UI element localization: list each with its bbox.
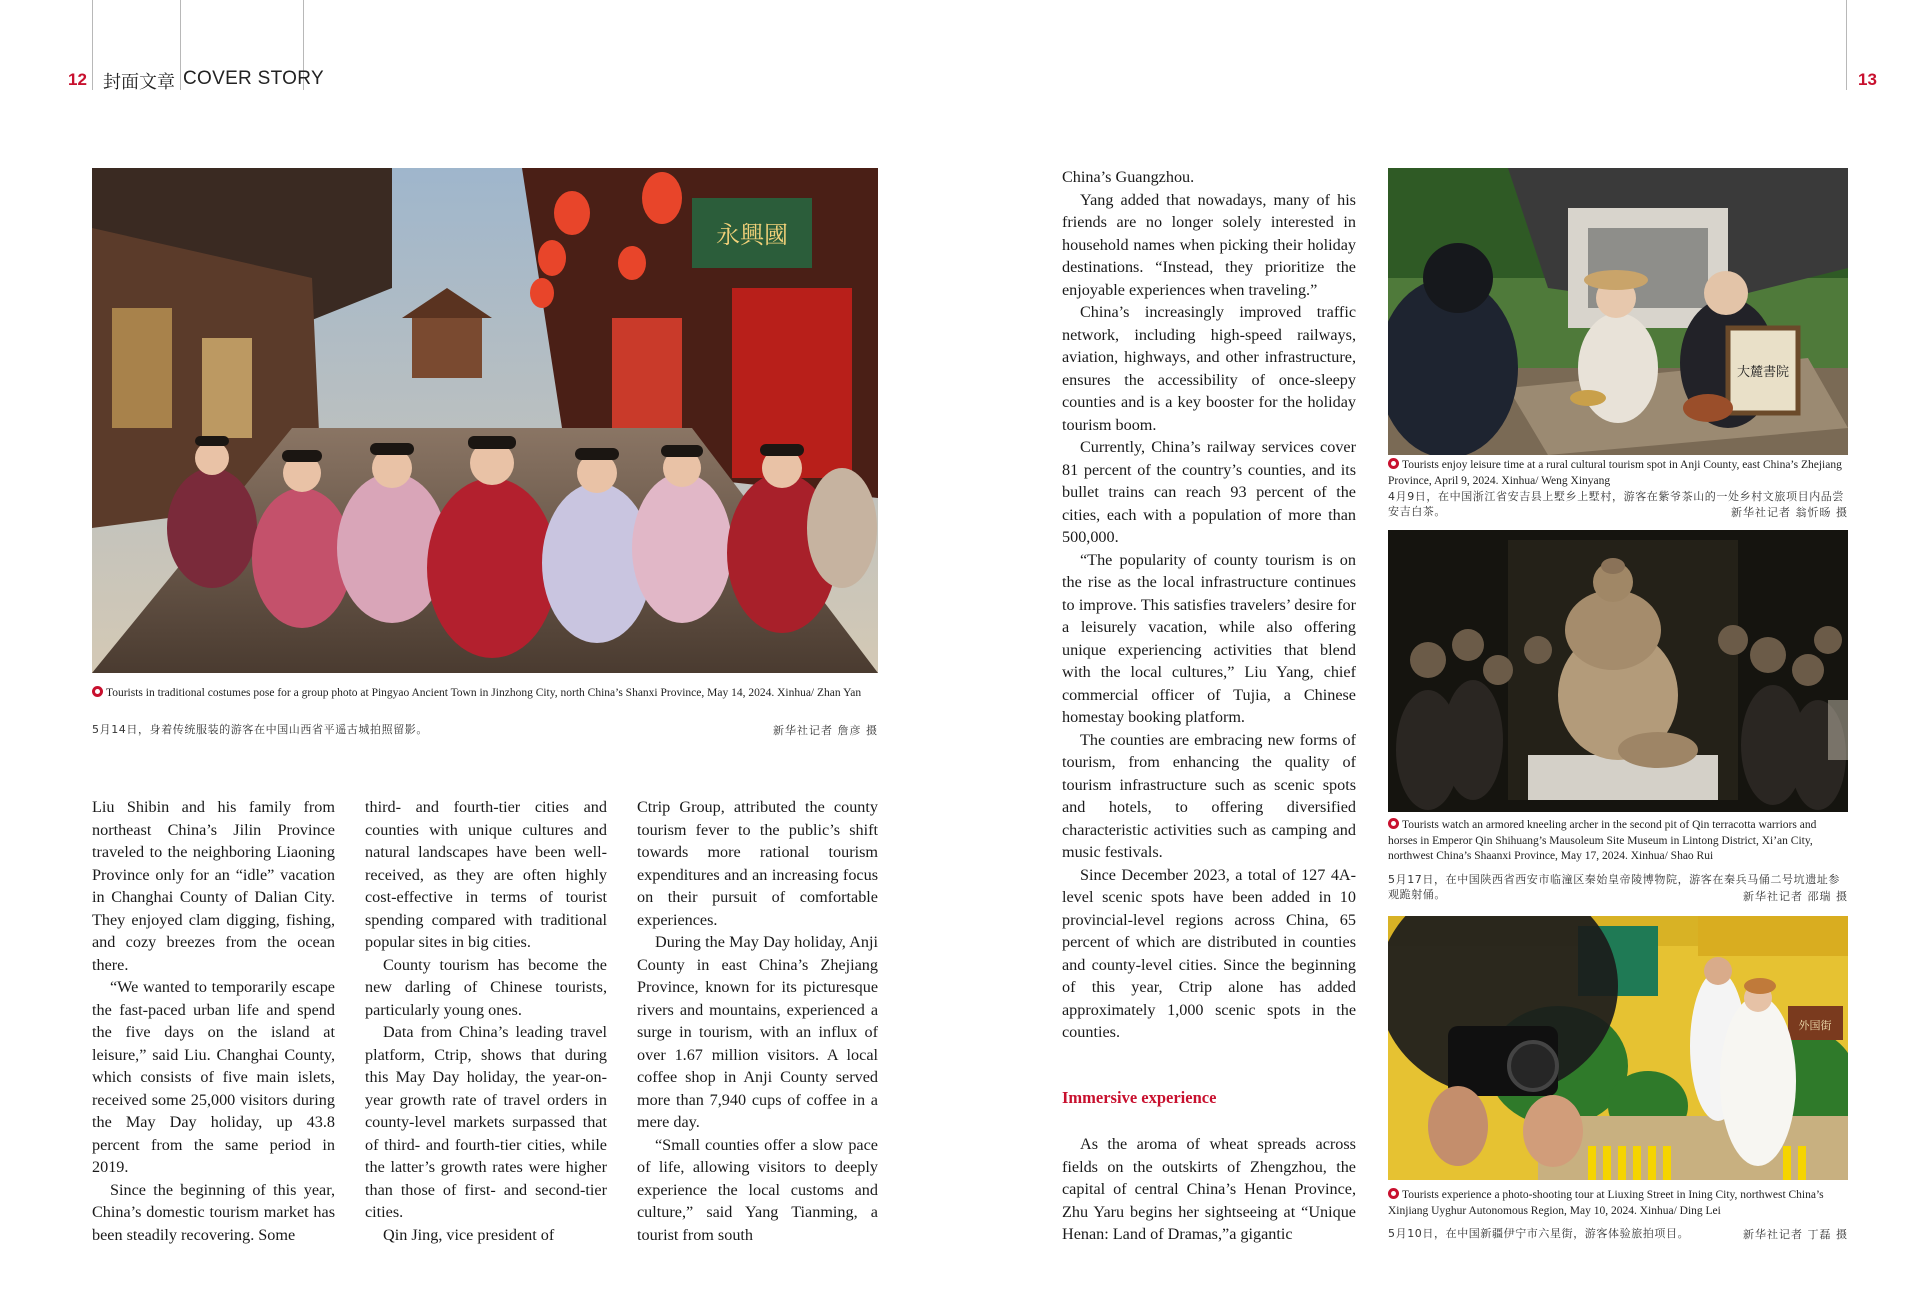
- xinhua-logo-icon: [1388, 1188, 1399, 1199]
- anji-caption-en: Tourists enjoy leisure time at a rural cultural tourism spot in Anji County, east China’s Zhejiang Province, April 9, 2024. Xinhua/ Weng Xinyang: [1388, 459, 1842, 487]
- main-photo-caption-cn: 5月14日，身着传统服装的游客在中国山西省平遥古城拍照留影。: [92, 723, 428, 736]
- anji-credit-cn: 新华社记者 翁忻旸 摄: [1731, 506, 1848, 519]
- photo-terracotta-archer: [1388, 530, 1848, 812]
- anji-caption-cn: 4月9日，在中国浙江省安吉县上墅乡上墅村，游客在紫爷茶山的一处乡村文旅项目内品尝安吉白茶。: [1388, 490, 1844, 518]
- archer-caption-cn: 5月17日，在中国陕西省西安市临潼区秦始皇帝陵博物院，游客在秦兵马俑二号坑遗址参观跪射俑。: [1388, 873, 1840, 901]
- paragraph: Data from China’s leading travel platform, Ctrip, shows that during this May Day holiday, the year-on-year growth rate of travel orders in county-level markets surpassed that of third- and fourth-tier cities, while the latter’s growth rates were higher than those of first- and second-tier cities.: [365, 1023, 607, 1221]
- right-page-number: 13: [1858, 70, 1877, 89]
- paragraph: China’s increasingly improved traffic network, including high-speed railways, aviation, highways, and other infrastructure, ensures the accessibility of once-sleepy counties and is a key booster for the holiday tourism boom.: [1062, 303, 1356, 434]
- paragraph: Qin Jing, vice president of: [383, 1225, 555, 1244]
- header-rule-right: [1846, 0, 1847, 90]
- paragraph: Since the beginning of this year, China’s domestic tourism market has been steadily recovering. Some: [92, 1180, 335, 1244]
- paragraph: During the May Day holiday, Anji County in east China’s Zhejiang Province, known for its picturesque rivers and mountains, experienced a surge in tourism, with an influx of over 1.67 million visitors. A local coffee shop in Anji County served more than 7,940 cups of coffee in a mere day.: [637, 933, 878, 1131]
- paragraph: As the aroma of wheat spreads across fields on the outskirts of Zhengzhou, the capital of central China’s Henan Province, Zhu Yaru begins her sightseeing at “Unique Henan: Land of Dramas,”a gigantic: [1062, 1135, 1356, 1243]
- xinhua-logo-icon: [1388, 458, 1399, 469]
- paragraph: Ctrip Group, attributed the county tourism fever to the public’s shift towards more rational tourism expenditures and an increasing focus on their pursuit of comfortable experiences.: [637, 798, 878, 929]
- paragraph: County tourism has become the new darling of Chinese tourists, particularly young ones.: [365, 955, 607, 1019]
- header-rule-divider: [180, 0, 181, 90]
- paragraph: The counties are embracing new forms of tourism, from enhancing the quality of tourism infrastructure such as scenic spots and hotels, to offering diversified characteristic activities such as camping and music festivals.: [1062, 730, 1356, 861]
- archer-caption-en: Tourists watch an armored kneeling archer in the second pit of Qin terracotta warriors and horses in Emperor Qin Shihuang’s Mausoleum Site Museum in Lintong District, Xi’an City, northwest China’s Shaanxi Province, May 17, 2024. Xinhua/ Shao Rui: [1388, 819, 1817, 862]
- article-column-3: [637, 796, 878, 1246]
- article-column-4: [1062, 166, 1356, 1044]
- paragraph: Yang added that nowadays, many of his friends are no longer solely interested in household names when picking their holiday destinations. “Instead, they prioritize the enjoyable experiences when traveling.”: [1062, 190, 1356, 299]
- shop-sign-text: 永興國: [716, 221, 788, 249]
- wedding-caption-cn: 5月10日，在中国新疆伊宁市六星街，游客体验旅拍项目。: [1388, 1227, 1690, 1240]
- paragraph: “The popularity of county tourism is on the rise as the local infrastructure continues to improve. This satisfies travelers’ desire for a leisurely vacation, while also offering unique experiencing activities that blend with the local cultures,” Liu Yang, chief commercial officer of Tujia, a Chinese homestay booking platform.: [1062, 550, 1356, 726]
- paragraph: third- and fourth-tier cities and counties with unique cultures and natural landscapes have been well-received, as they are often highly cost-effective in terms of tourist spending compared with traditional popular sites in big cities.: [365, 798, 607, 951]
- header-rule-left-edge: [92, 0, 93, 90]
- photo-anji-tea: [1388, 168, 1848, 455]
- subheading: Immersive experience: [1062, 1088, 1217, 1107]
- paragraph: Liu Shibin and his family from northeast China’s Jilin Province traveled to the neighboring Liaoning Province only for an “idle” vacation in Changhai County of Dalian City. They enjoyed clam digging, fishing, and cozy breezes from the ocean there.: [92, 798, 335, 974]
- article-column-4b: [1062, 1133, 1356, 1246]
- xinhua-logo-icon: [1388, 818, 1399, 829]
- wedding-credit-cn: 新华社记者 丁磊 摄: [1743, 1228, 1848, 1241]
- anji-sign-text: 大麓書院: [1736, 365, 1790, 380]
- archer-credit-cn: 新华社记者 邵瑞 摄: [1743, 890, 1848, 903]
- paragraph: Since December 2023, a total of 127 4A-level scenic spots have been added in 10 provincial-level regions across China, 65 percent of which are distributed in counties and county-level cities. Since the beginning of this year, Ctrip alone has added approximately 1,000 scenic spots in the counties.: [1062, 865, 1356, 1041]
- main-photo-pingyao: [92, 168, 878, 673]
- article-column-1: [92, 796, 335, 1246]
- paragraph: China’s Guangzhou.: [1062, 168, 1195, 186]
- main-photo-caption-en: Tourists in traditional costumes pose for a group photo at Pingyao Ancient Town in Jinzhong City, north China’s Shanxi Province, May 14, 2024. Xinhua/ Zhan Yan: [92, 686, 878, 702]
- xinhua-logo-icon: [92, 686, 103, 697]
- section-label-en: COVER STORY: [183, 68, 324, 89]
- paragraph: “We wanted to temporarily escape the fast-paced urban life and spend the five days on the island at leisure,” said Liu. Changhai County, which consists of five main islets, received some 25,000 visitors during the May Day holiday, up 43.8 percent from the same period in 2019.: [92, 978, 335, 1176]
- left-page-number: 12: [68, 70, 87, 89]
- wedding-caption-en: Tourists experience a photo-shooting tour at Liuxing Street in Ining City, northwest China’s Xinjiang Uyghur Autonomous Region, May 10, 2024. Xinhua/ Ding Lei: [1388, 1189, 1824, 1217]
- article-column-2: [365, 796, 607, 1246]
- paragraph: “Small counties offer a slow pace of life, allowing visitors to deeply experience the local customs and culture,” said Yang Tianming, a tourist from south: [637, 1135, 878, 1244]
- section-label-cn: 封面文章: [103, 72, 175, 93]
- street-sign-text: 外国街: [1798, 1019, 1832, 1032]
- paragraph: Currently, China’s railway services cover 81 percent of the country’s counties, and its bullet trains can reach 93 percent of the cities, each with a population of more than 500,000.: [1062, 438, 1356, 546]
- photo-wedding-shoot: [1388, 916, 1848, 1180]
- main-photo-credit-cn: 新华社记者 詹彦 摄: [773, 724, 878, 737]
